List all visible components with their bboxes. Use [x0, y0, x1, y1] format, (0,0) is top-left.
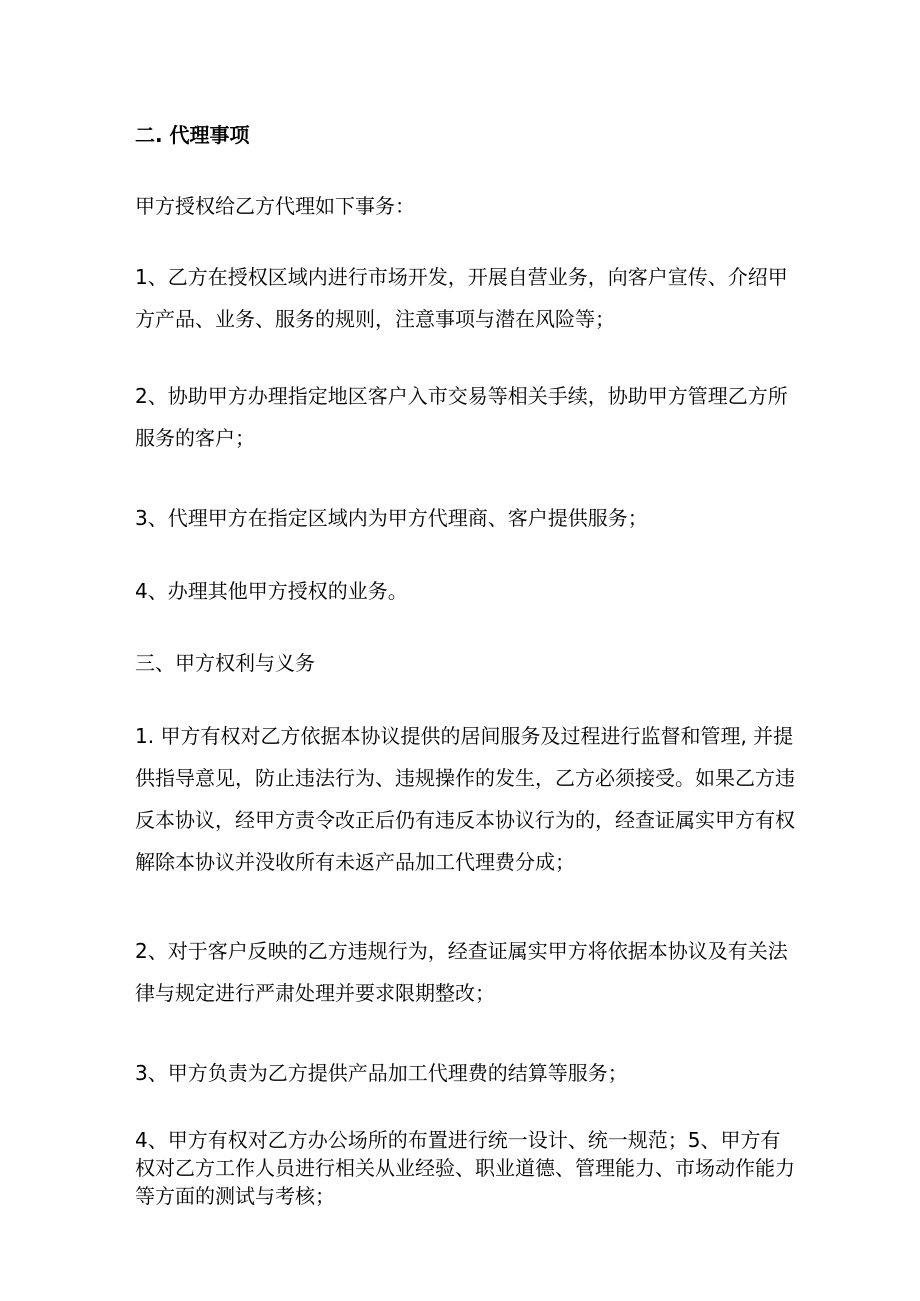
- section-2-item-3: [135, 497, 795, 539]
- section-2-intro: 甲方授权给乙方代理如下事务：: [135, 194, 415, 218]
- section-2-heading: 二. 代理事项: [135, 123, 250, 147]
- line: 等方面的测试与考核；: [135, 1184, 335, 1208]
- line: 解除本协议并没收所有未返产品加工代理费分成；: [135, 850, 575, 874]
- line: 4、甲方有权对乙方办公场所的布置进行统一设计、统一规范；5、甲方有: [135, 1128, 781, 1152]
- line: 1、乙方在授权区域内进行市场开发，开展自营业务，向客户宣传、介绍甲: [135, 265, 788, 289]
- line: 3、代理甲方在指定区域内为甲方代理商、客户提供服务；: [135, 506, 648, 530]
- line: 权对乙方工作人员进行相关从业经验、职业道德、管理能力、市场动作能力: [135, 1156, 795, 1180]
- line: 4、办理其他甲方授权的业务。: [135, 579, 408, 603]
- section-3-item-2: [135, 930, 795, 1014]
- section-2-item-1: [135, 256, 795, 340]
- line: 2、对于客户反映的乙方违规行为，经查证属实甲方将依据本协议及有关法: [135, 939, 788, 963]
- line: 服务的客户；: [135, 426, 255, 450]
- line: 律与规定进行严肃处理并要求限期整改；: [135, 981, 495, 1005]
- line: 3、甲方负责为乙方提供产品加工代理费的结算等服务；: [135, 1061, 628, 1085]
- line: 1. 甲方有权对乙方依据本协议提供的居间服务及过程进行监督和管理, 并提: [135, 724, 794, 748]
- section-2-item-4: [135, 570, 795, 612]
- section-3-heading: 三、甲方权利与义务: [135, 651, 315, 675]
- section-3-item-3: [135, 1052, 795, 1094]
- line: 供指导意见，防止违法行为、违规操作的发生，乙方必须接受。如果乙方违: [135, 766, 795, 790]
- line: 2、协助甲方办理指定地区客户入市交易等相关手续，协助甲方管理乙方所: [135, 384, 788, 408]
- section-3-item-4: [135, 1126, 795, 1210]
- section-2-item-2: [135, 375, 795, 459]
- line: 反本协议，经甲方责令改正后仍有违反本协议行为的，经查证属实甲方有权: [135, 808, 795, 832]
- section-3-item-1: [135, 715, 795, 883]
- line: 方产品、业务、服务的规则，注意事项与潜在风险等；: [135, 307, 615, 331]
